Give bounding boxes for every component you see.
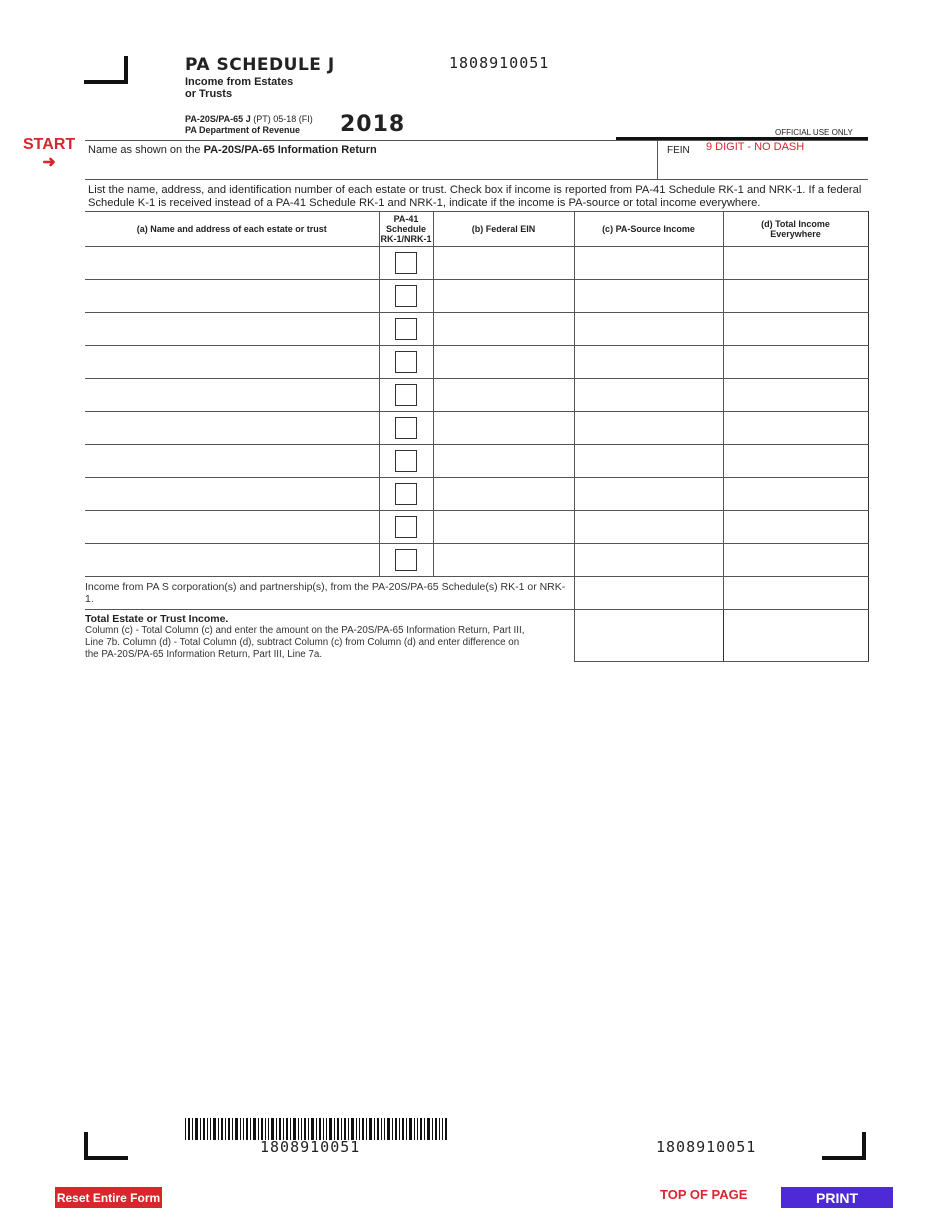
subtitle-line-1: Income from Estates [185,76,294,88]
table-row [85,280,868,313]
estates-trusts-table [85,211,869,662]
start-marker [23,136,75,172]
total-income-input[interactable] [723,247,868,280]
start-arrow-icon: ➜ [42,154,56,171]
estate-name-input[interactable] [85,511,379,544]
total-income-input[interactable] [723,346,868,379]
top-of-page-link[interactable]: TOP OF PAGE [660,1187,748,1202]
federal-ein-input[interactable] [433,247,574,280]
total-income-input[interactable] [723,280,868,313]
rk1-checkbox-cell [379,445,433,478]
name-label-bold: PA-20S/PA-65 Information Return [203,144,377,156]
total-title: Total Estate or Trust Income. [85,613,229,625]
column-header-total-income [723,212,868,247]
rk1-checkbox-cell [379,379,433,412]
total-income-everywhere-input[interactable] [723,610,868,662]
rk1-checkbox[interactable] [395,318,417,340]
rk1-checkbox-cell [379,511,433,544]
form-title: PA SCHEDULE J [185,55,335,75]
pa-source-income-input[interactable] [574,445,723,478]
total-desc-line-3: the PA-20S/PA-65 Information Return, Part III, Line 7a. [85,649,323,660]
document-code-bottom: 1808910051 [656,1138,757,1156]
estate-name-input[interactable] [85,544,379,577]
start-label: START [23,136,76,153]
rk1-header-line-3: RK-1/NRK-1 [380,234,432,244]
federal-ein-input[interactable] [433,478,574,511]
rk1-checkbox-cell [379,346,433,379]
rk1-checkbox[interactable] [395,285,417,307]
estate-name-input[interactable] [85,313,379,346]
pa-source-income-input[interactable] [574,313,723,346]
registration-mark-bottom-left [84,1132,128,1160]
rk1-income-row [85,577,868,610]
column-header-rk1 [379,212,433,247]
pa-source-income-input[interactable] [574,412,723,445]
tax-year: 2018 [340,112,406,137]
column-header-name: (a) Name and address of each estate or trust [85,212,379,247]
table-row [85,412,868,445]
total-income-input[interactable] [723,445,868,478]
total-pa-source-input[interactable] [574,610,723,662]
total-income-input[interactable] [723,412,868,445]
total-desc-line-1: Column (c) - Total Column (c) and enter the amount on the PA-20S/PA-65 Information Return, Part III, [85,625,525,636]
federal-ein-input[interactable] [433,280,574,313]
estate-name-input[interactable] [85,280,379,313]
estate-name-input[interactable] [85,445,379,478]
reset-form-button[interactable]: Reset Entire Form [55,1187,162,1208]
registration-mark-bottom-right [822,1132,866,1160]
form-revision: (PT) 05-18 (FI) [253,114,313,124]
fein-divider [657,140,658,180]
rk1-checkbox[interactable] [395,450,417,472]
total-income-input[interactable] [723,379,868,412]
rk1-checkbox[interactable] [395,384,417,406]
column-header-pa-source: (c) PA-Source Income [574,212,723,247]
form-subtitle [185,76,315,100]
pa-source-income-input[interactable] [574,247,723,280]
rk1-checkbox-cell [379,544,433,577]
rk1-checkbox[interactable] [395,483,417,505]
total-income-input[interactable] [723,544,868,577]
federal-ein-input[interactable] [433,412,574,445]
rk1-checkbox-cell [379,247,433,280]
total-income-input[interactable] [723,511,868,544]
total-header-line-1: (d) Total Income [761,219,830,229]
table-row [85,379,868,412]
official-use-label: OFFICIAL USE ONLY [775,128,853,137]
rk1-checkbox-cell [379,280,433,313]
rk1-checkbox[interactable] [395,351,417,373]
document-code-top: 1808910051 [449,54,550,72]
rk1-checkbox-cell [379,478,433,511]
federal-ein-input[interactable] [433,313,574,346]
federal-ein-input[interactable] [433,445,574,478]
rk1-checkbox[interactable] [395,549,417,571]
name-label-prefix: Name as shown on the [88,144,204,156]
pa-source-income-input[interactable] [574,544,723,577]
total-description [85,610,574,662]
table-row [85,247,868,280]
rk1-checkbox-cell [379,412,433,445]
estate-name-input[interactable] [85,412,379,445]
print-button[interactable]: PRINT [781,1187,893,1208]
column-header-federal-ein: (b) Federal EIN [433,212,574,247]
pa-source-income-input[interactable] [574,379,723,412]
pa-source-income-input[interactable] [574,280,723,313]
table-row [85,511,868,544]
pa-source-income-input[interactable] [574,511,723,544]
table-row [85,313,868,346]
name-label [88,144,377,156]
rk1-pa-source-input[interactable] [574,577,723,610]
rk1-income-label: Income from PA S corporation(s) and partnership(s), from the PA-20S/PA-65 Schedule(s) RK-1 or NRK-1. [85,577,574,610]
form-number: PA-20S/PA-65 J [185,114,251,124]
barcode-image [185,1118,447,1140]
rk1-header-line-2: Schedule [385,224,426,234]
form-number-block [185,114,313,136]
estate-name-input[interactable] [85,379,379,412]
estate-name-input[interactable] [85,346,379,379]
total-header-line-2: Everywhere [770,229,821,239]
federal-ein-input[interactable] [433,544,574,577]
department-name: PA Department of Revenue [185,125,301,135]
total-income-input[interactable] [723,478,868,511]
instructions-text: List the name, address, and identification number of each estate or trust. Check box if income is reported from PA-41 Schedule RK-1 and NRK-1. If a federal Schedule K-1 is received instead of a PA-41 Schedule RK-1 and NRK-1, indicate if the income is PA-source or total income everywhere. [88,184,862,209]
total-desc-line-2: Line 7b. Column (d) - Total Column (d), subtract Column (c) from Column (d) and enter difference on [85,637,520,648]
estate-name-input[interactable] [85,478,379,511]
rk1-checkbox-cell [379,313,433,346]
total-income-input[interactable] [723,313,868,346]
federal-ein-input[interactable] [433,379,574,412]
fein-input-hint[interactable]: 9 DIGIT - NO DASH [706,141,805,153]
fein-label: FEIN [667,145,690,156]
barcode-number: 1808910051 [260,1138,361,1156]
table-row [85,346,868,379]
rk1-checkbox[interactable] [395,516,417,538]
subtitle-line-2: or Trusts [185,88,233,100]
estate-name-input[interactable] [85,247,379,280]
total-row [85,610,868,662]
rk1-header-line-1: PA-41 [393,214,419,224]
pa-source-income-input[interactable] [574,346,723,379]
table-row [85,478,868,511]
rk1-checkbox[interactable] [395,252,417,274]
pa-source-income-input[interactable] [574,478,723,511]
table-row [85,445,868,478]
registration-mark-top-left [84,56,128,84]
rk1-checkbox[interactable] [395,417,417,439]
federal-ein-input[interactable] [433,346,574,379]
federal-ein-input[interactable] [433,511,574,544]
rk1-total-input[interactable] [723,577,868,610]
table-header-row [85,212,868,247]
table-row [85,544,868,577]
